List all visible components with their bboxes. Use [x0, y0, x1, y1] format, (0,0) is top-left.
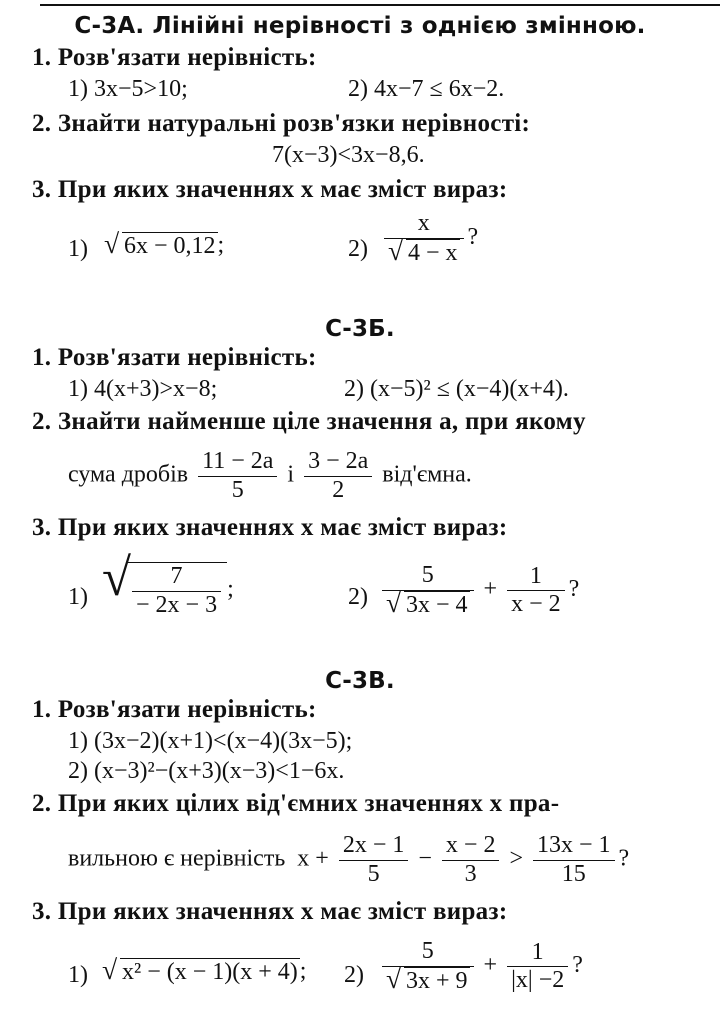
b-q2-label: 2. Знайти найменше ціле значення a, при якому: [32, 408, 586, 435]
c-q1-part2: 2) (x−3)²−(x+3)(x−3)<1−6x.: [68, 758, 345, 784]
b-q1-label: 1. Розв'язати нерівність:: [32, 344, 317, 371]
section-a-title: С-3А. Лінійні нерівності з однією змінною.: [74, 13, 646, 39]
c-q1-label: 1. Розв'язати нерівність:: [32, 696, 317, 723]
a-q3-part1-num: 1): [68, 236, 88, 262]
a-q1-part1: 1) 3x−5>10;: [68, 76, 188, 102]
b-q3-part2-expr: 5 √ 3x − 4 + $\frac{1}{x - 2}$ ?: [378, 562, 579, 619]
c-q3-part1-num: 1): [68, 962, 88, 988]
c-q2-expr: вильною є нерівність x + $\frac{2x - 1}{5}$ − $\frac{x - 2}{3}$ > $\frac{13x - 1}{15}$ ?: [68, 832, 630, 887]
a-q3-part1-expr: √ 6x − 0,12;: [104, 228, 225, 260]
a-q1-part2: 2) 4x−7 ≤ 6x−2.: [348, 76, 505, 102]
a-q1-label: 1. Розв'язати нерівність:: [32, 44, 317, 71]
c-q3-part2-num: 2): [344, 962, 364, 988]
c-q1-part1: 1) (3x−2)(x+1)<(x−4)(3x−5);: [68, 728, 353, 754]
c-q3-part1-expr: √ x² − (x − 1)(x + 4);: [102, 954, 307, 986]
c-q2-label: 2. При яких цілих від'ємних значеннях x пра-: [32, 790, 560, 817]
section-b-title: С-3Б.: [325, 316, 395, 342]
b-q3-part1-expr: √ $\frac{7}{- 2x - 3}$ ;: [102, 549, 234, 618]
a-q2-expr: 7(x−3)<3x−8,6.: [272, 142, 425, 168]
a-q3-part2-expr: x √ 4 − x ?: [380, 210, 478, 267]
sqrt-symbol: √ 6x − 0,12: [104, 228, 216, 260]
b-q2-expr: сума дробів $\frac{11 - 2a}{5}$ і $\frac{3 - 2a}{2}$ від'ємна.: [68, 448, 472, 503]
b-q3-part2-num: 2): [348, 584, 368, 610]
top-rule: [40, 4, 720, 6]
b-q1-part2: 2) (x−5)² ≤ (x−4)(x+4).: [344, 376, 569, 402]
c-q3-label: 3. При яких значеннях x має зміст вираз:: [32, 898, 508, 925]
b-q3-label: 3. При яких значеннях x має зміст вираз:: [32, 514, 508, 541]
b-q1-part1: 1) 4(x+3)>x−8;: [68, 376, 218, 402]
a-q3-part2-num: 2): [348, 236, 368, 262]
a-q3-label: 3. При яких значеннях x має зміст вираз:: [32, 176, 508, 203]
b-q3-part1-num: 1): [68, 584, 88, 610]
c-q3-part2-expr: 5 √ 3x + 9 + $\frac{1}{|x| -2}$ ?: [378, 938, 583, 995]
section-c-title: С-3В.: [325, 668, 395, 694]
a-q2-label: 2. Знайти натуральні розв'язки нерівності:: [32, 110, 531, 137]
